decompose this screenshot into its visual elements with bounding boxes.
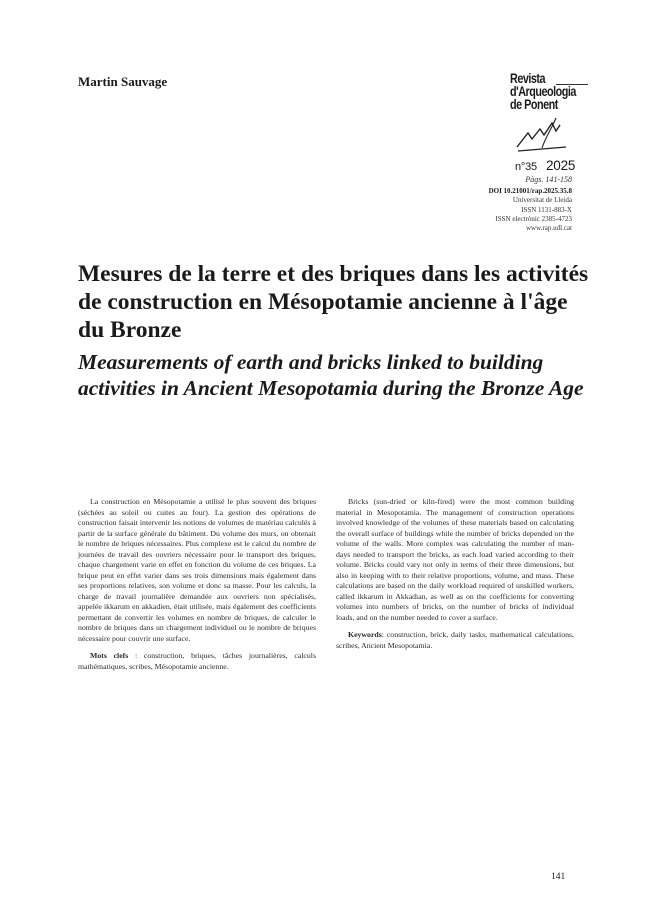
- university: Universitat de Lleida: [512, 196, 572, 205]
- page-range: Pàgs. 141-158: [525, 175, 572, 184]
- journal-logo-icon: [515, 114, 571, 154]
- abstract-english: Bricks (sun-dried or kiln-fired) were the most common building material in Mesopotamia. The management of construction operations involved knowledge of the volumes of these materials based on calculating the overall surface of buildings while the number of bricks depended on the volume of the walls. More complex was calculating the number of man-days needed to transport the bricks, as each load varied according to their volume. Bricks could vary not only in terms of their three dimensions, but also in keeping with to their relative proportions, volume, and mass. These calculations are based on the daily workload required of unskilled workers, called ikkarum in Akkadian, as well as on the coefficients for converting volumes into numbers of bricks, on the number of bricks of individual loads, and on the number needed to cover a surface.: [336, 497, 574, 622]
- page-number: 141: [551, 872, 566, 882]
- keywords-english-text: : construction, brick, daily tasks, mathematical calculations, scribes, Ancient Mesopotamia.: [336, 630, 574, 650]
- issue-number: n°35: [515, 161, 537, 173]
- article-title-english: Measurements of earth and bricks linked to building activities in Ancient Mesopotamia during the Bronze Age: [78, 350, 584, 400]
- journal-issue: [515, 158, 575, 173]
- issn-electronic: ISSN electrònic 2385-4723: [495, 214, 572, 223]
- abstract-english-column: [336, 497, 574, 651]
- journal-masthead: [510, 72, 580, 111]
- publication-metadata: [489, 187, 572, 233]
- doi: DOI 10.21001/rap.2025.35.8: [488, 187, 572, 195]
- website-link[interactable]: www.rap.udl.cat: [525, 224, 572, 233]
- author-name: Martin Sauvage: [78, 74, 168, 89]
- journal-name-line-2: d'Arqueologia: [510, 84, 576, 99]
- abstract-french: La construction en Mésopotamie a utilisé le plus souvent des briques (séchées au soleil ou cuites au four). La gestion des opérations de construction faisait intervenir les notions de volumes de matériau calculés à partir de la surface générale du bâtiment. Du volume des murs, on obtenait le nombre de briques nécessaires. Plus complexe est le calcul du nombre de journées de travail des ouvriers nécessaire pour le transport des briques, chaque chargement varie en effet en fonction du volume de ces briques. La brique peut en effet varier dans ses trois dimensions mais également dans ses proportions relatives, son volume et donc sa masse. Pour les calculs, la charge de travail journalière demandée aux ouvriers non spécialisés, appelée ikkarum en akkadien, était utilisée, mais également des coefficients permettant de convertir les volumes en nombre de briques, de calculer le nombre de briques dans un chargement individuel ou le nombre de briques nécessaire pour couvrir une surface.: [78, 497, 316, 643]
- issue-year: 2025: [545, 158, 576, 173]
- keywords-french-label: Mots clefs: [90, 651, 129, 660]
- keywords-french: [78, 651, 316, 672]
- article-title-french: Mesures de la terre et des briques dans les activités de construction en Mésopotamie ancienne à l'âge du Bronze: [78, 261, 589, 343]
- issn: ISSN 1131-883-X: [521, 205, 572, 214]
- abstract-french-column: [78, 497, 316, 672]
- journal-name-line-3: de Ponent: [510, 97, 558, 112]
- keywords-french-text: : construction, briques, tâches journalières, calculs mathématiques, scribes, Mésopotamie ancienne.: [78, 651, 316, 671]
- keywords-english-label: Keywords: [348, 630, 382, 639]
- journal-name-line-1: Revista: [510, 71, 546, 86]
- keywords-english: [336, 630, 574, 651]
